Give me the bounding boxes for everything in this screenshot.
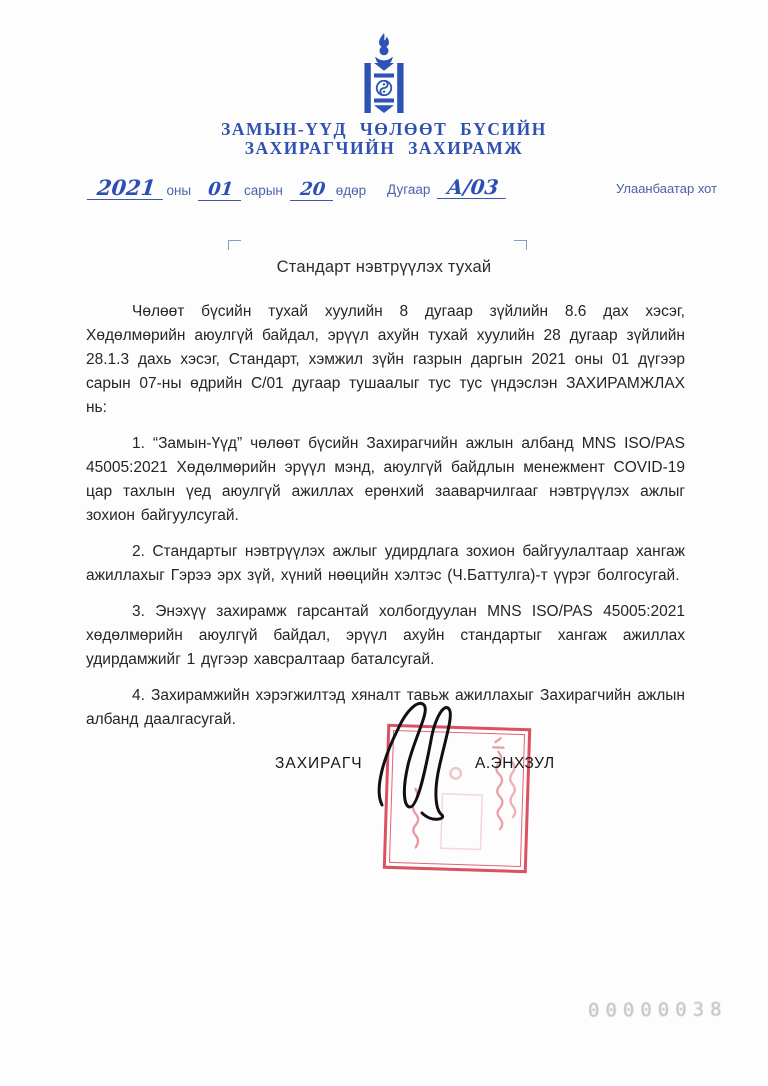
signature-icon [372, 695, 472, 825]
signatory-role: ЗАХИРАГЧ [275, 755, 363, 772]
decree-item-4: 4. Захирамжийн хэрэгжилтэд хяналт тавьж ажиллахыг Захирагчийн ажлын албанд даалгасугай. [86, 687, 685, 728]
signature-block [0, 693, 768, 893]
decree-body [0, 286, 768, 732]
crop-mark-left-icon [228, 240, 241, 250]
org-name-line1: ЗАМЫН-ҮҮД ЧӨЛӨӨТ БҮСИЙН [221, 119, 547, 139]
date-number-row [0, 175, 768, 209]
day-label: өдөр [335, 183, 367, 198]
decree-item-2: 2. Стандартыг нэвтрүүлэх ажлыг удирдлага зохион байгуулалтаар хангаж ажиллахыг Гэрээ эрх зүй, хүний нөөцийн хэлтэс (Ч.Баттулга)-т үүрэг болгосугай. [86, 543, 685, 584]
letterhead-org-name [0, 120, 768, 158]
handwritten-number: А/03 [437, 177, 509, 199]
year-label: оны [166, 183, 192, 198]
subject-section [0, 240, 768, 286]
crop-mark-right-icon [514, 240, 527, 250]
handwritten-month: 01 [198, 181, 243, 201]
org-name-line2: ЗАХИРАГЧИЙН ЗАХИРАМЖ [244, 138, 524, 158]
month-label: сарын [243, 183, 283, 198]
handwritten-year: 2021 [87, 177, 166, 200]
city-label: Улаанбаатар хот [616, 181, 718, 196]
document-subject: Стандарт нэвтрүүлэх тухай [276, 258, 492, 276]
signatory-name: А.ЭНХЗУЛ [475, 755, 555, 772]
decree-item-3: 3. Энэхүү захирамж гарсантай холбогдуулан MNS ISO/PAS 45005:2021 хөдөлмөрийн аюулгүй байдал, эрүүл ахуйн стандартыг хангаж ажиллах удирдамжийг 1 дүгээр хавсралтаар баталсугай. [86, 603, 685, 668]
serial-number-stamp: 00000038 [587, 998, 728, 1022]
handwritten-day: 20 [290, 181, 335, 201]
date-fill-in [88, 177, 370, 201]
document-number [385, 177, 508, 199]
decree-preamble: Чөлөөт бүсийн тухай хуулийн 8 дугаар зүйлийн 8.6 дах хэсэг, Хөдөлмөрийн аюулгүй байдал, эрүүл ахуйн тухай хуулийн 28 дугаар зүйлийн 28.1.3 дахь хэсэг, Стандарт, хэмжил зүйн газрын даргын 2021 оны 01 дүгээр сарын 07-ны өдрийн С/01 дугаар тушаалыг тус тус үндэслэн ЗАХИРАМЖЛАХ нь: [86, 303, 685, 416]
decree-item-1: 1. “Замын-Үүд” чөлөөт бүсийн Захирагчийн ажлын албанд MNS ISO/PAS 45005:2021 Хөдөлмөрийн эрүүл мэнд, аюулгүй байдлын менежмент COVID-19 цар тахлын үед аюулгүй ажиллах ерөнхий зааварчилгааг нэвтрүүлэх ажлыг зохион байгуулсугай. [86, 435, 685, 524]
soyombo-emblem [357, 33, 411, 113]
number-label: Дугаар [387, 182, 431, 197]
